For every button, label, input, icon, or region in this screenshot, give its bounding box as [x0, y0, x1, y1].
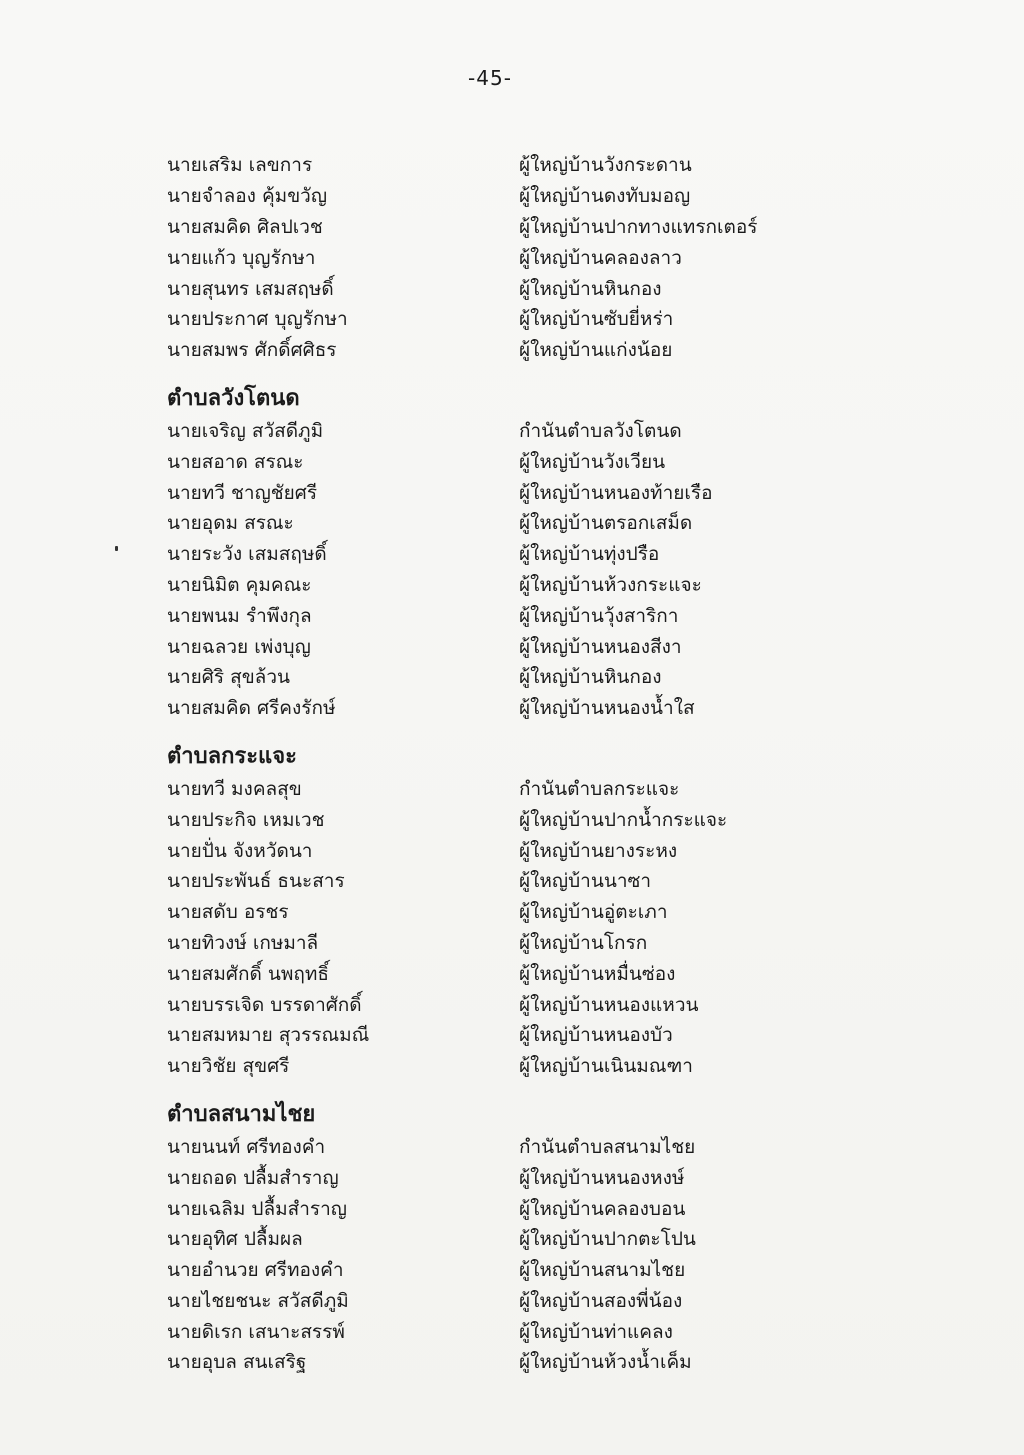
person-name: นายวิชัย สุขศรี [167, 1055, 290, 1078]
person-name: นายอำนวย ศรีทองคำ [167, 1259, 344, 1282]
list-item [167, 150, 867, 181]
subdistrict-section [167, 380, 867, 724]
list-item [167, 477, 867, 508]
position-title: ผู้ใหญ่บ้านซับยี่หร่า [519, 308, 674, 331]
person-name: นายดิเรก เสนาะสรรพ์ [167, 1320, 345, 1343]
position-title: ผู้ใหญ่บ้านหนองน้ำใส [519, 697, 695, 720]
person-name: นายสมศักดิ์ นพฤทธิ์ [167, 962, 329, 985]
position-title: ผู้ใหญ่บ้านโกรก [519, 931, 648, 954]
person-name: นายสมหมาย สุวรรณมณี [167, 1024, 370, 1047]
person-name: นายสมคิด ศรีคงรักษ์ [167, 697, 336, 720]
person-name: นายบรรเจิด บรรดาศักดิ์ [167, 993, 362, 1016]
list-item [167, 1286, 867, 1317]
person-name: นายจำลอง คุ้มขวัญ [167, 185, 328, 208]
position-title: ผู้ใหญ่บ้านหินกอง [519, 666, 662, 689]
scan-speck [115, 546, 118, 551]
list-item [167, 212, 867, 243]
position-title: ผู้ใหญ่บ้านสนามไชย [519, 1259, 686, 1282]
position-title: ผู้ใหญ่บ้านห้วงกระแจะ [519, 573, 702, 596]
list-item [167, 416, 867, 447]
list-item [167, 989, 867, 1020]
position-title: ผู้ใหญ่บ้านท่าแคลง [519, 1320, 673, 1343]
position-title: ผู้ใหญ่บ้านหนองสีงา [519, 635, 682, 658]
person-name: นายสมคิด ศิลปเวช [167, 215, 323, 238]
position-title: ผู้ใหญ่บ้านห้วงน้ำเค็ม [519, 1351, 692, 1374]
list-item [167, 1255, 867, 1286]
list-item [167, 1316, 867, 1347]
list-item [167, 539, 867, 570]
list-item [167, 897, 867, 928]
list-item [167, 1132, 867, 1163]
person-name: นายสมพร ศักดิ์ศศิธร [167, 339, 337, 362]
person-name: นายศิริ สุขล้วน [167, 666, 290, 689]
list-item [167, 600, 867, 631]
list-item [167, 1347, 867, 1378]
list-item [167, 631, 867, 662]
list-item [167, 1020, 867, 1051]
list-item [167, 335, 867, 366]
person-name: นายประพันธ์ ธนะสาร [167, 870, 345, 893]
position-title: ผู้ใหญ่บ้านทุ่งปรือ [519, 543, 660, 566]
position-title: ผู้ใหญ่บ้านสองพี่น้อง [519, 1289, 683, 1312]
page-number: -45- [468, 66, 512, 90]
list-item [167, 835, 867, 866]
position-title: ผู้ใหญ่บ้านอู่ตะเภา [519, 901, 668, 924]
person-name: นายทวี ชาญชัยศรี [167, 481, 318, 504]
person-name: นายอุดม สรณะ [167, 512, 294, 535]
person-name: นายระวัง เสมสฤษดิ์ [167, 543, 327, 566]
position-title: กำนันตำบลสนามไชย [519, 1135, 696, 1158]
subdistrict-section [167, 1096, 867, 1378]
position-title: กำนันตำบลวังโตนด [519, 419, 682, 442]
person-name: นายพนม รำพึงกุล [167, 604, 312, 627]
person-name: นายถอด ปลื้มสำราญ [167, 1166, 339, 1189]
list-item [167, 508, 867, 539]
position-title: กำนันตำบลกระแจะ [519, 777, 680, 800]
person-name: นายทิวงษ์ เกษมาลี [167, 931, 319, 954]
position-title: ผู้ใหญ่บ้านหมื่นซ่อง [519, 962, 676, 985]
position-title: ผู้ใหญ่บ้านหนองแหวน [519, 993, 699, 1016]
person-name: นายปั่น จังหวัดนา [167, 839, 313, 862]
list-item [167, 446, 867, 477]
list-item [167, 570, 867, 601]
subdistrict-section [167, 150, 867, 366]
list-item [167, 928, 867, 959]
position-title: ผู้ใหญ่บ้านหนองท้ายเรือ [519, 481, 713, 504]
position-title: ผู้ใหญ่บ้านเนินมณฑา [519, 1055, 693, 1078]
person-name: นายสุนทร เสมสฤษดิ์ [167, 277, 334, 300]
position-title: ผู้ใหญ่บ้านปากน้ำกระแจะ [519, 808, 728, 831]
section-heading: ตำบลวังโตนด [167, 386, 300, 412]
position-title: ผู้ใหญ่บ้านปากตะโปน [519, 1228, 696, 1251]
section-heading: ตำบลกระแจะ [167, 744, 297, 770]
person-name: นายสดับ อรชร [167, 901, 289, 924]
position-title: ผู้ใหญ่บ้านวังเวียน [519, 450, 666, 473]
subdistrict-section [167, 738, 867, 1082]
list-item [167, 958, 867, 989]
list-item [167, 1193, 867, 1224]
list-item [167, 774, 867, 805]
person-name: นายแก้ว บุญรักษา [167, 246, 316, 269]
list-item [167, 304, 867, 335]
position-title: ผู้ใหญ่บ้านหินกอง [519, 277, 662, 300]
position-title: ผู้ใหญ่บ้านตรอกเสม็ด [519, 512, 693, 535]
section-heading: ตำบลสนามไชย [167, 1102, 316, 1128]
list-item [167, 1224, 867, 1255]
list-item [167, 242, 867, 273]
position-title: ผู้ใหญ่บ้านวุ้งสาริกา [519, 604, 679, 627]
person-name: นายนิมิต คุมคณะ [167, 573, 312, 596]
position-title: ผู้ใหญ่บ้านยางระหง [519, 839, 678, 862]
person-name: นายประกิจ เหมเวช [167, 808, 325, 831]
list-item [167, 866, 867, 897]
person-name: นายเสริม เลขการ [167, 154, 313, 177]
position-title: ผู้ใหญ่บ้านหนองบัว [519, 1024, 673, 1047]
position-title: ผู้ใหญ่บ้านวังกระดาน [519, 154, 692, 177]
list-item [167, 693, 867, 724]
position-title: ผู้ใหญ่บ้านปากทางแทรกเตอร์ [519, 215, 758, 238]
position-title: ผู้ใหญ่บ้านหนองหงษ์ [519, 1166, 685, 1189]
person-name: นายทวี มงคลสุข [167, 777, 302, 800]
person-name: นายนนท์ ศรีทองคำ [167, 1135, 326, 1158]
position-title: ผู้ใหญ่บ้านแก่งน้อย [519, 339, 673, 362]
position-title: ผู้ใหญ่บ้านคลองลาว [519, 246, 682, 269]
list-item [167, 273, 867, 304]
position-title: ผู้ใหญ่บ้านดงทับมอญ [519, 185, 691, 208]
person-name: นายอุบล สนเสริฐ [167, 1351, 307, 1374]
list-item [167, 804, 867, 835]
person-name: นายฉลวย เพ่งบุญ [167, 635, 311, 658]
official-list [167, 150, 867, 1378]
person-name: นายเจริญ สวัสดีภูมิ [167, 419, 324, 442]
list-item [167, 662, 867, 693]
list-item [167, 1162, 867, 1193]
person-name: นายสอาด สรณะ [167, 450, 304, 473]
position-title: ผู้ใหญ่บ้านคลองบอน [519, 1197, 686, 1220]
list-item [167, 181, 867, 212]
list-item [167, 1051, 867, 1082]
person-name: นายประกาศ บุญรักษา [167, 308, 348, 331]
person-name: นายไชยชนะ สวัสดีภูมิ [167, 1289, 349, 1312]
position-title: ผู้ใหญ่บ้านนาซา [519, 870, 652, 893]
person-name: นายอุทิศ ปลื้มผล [167, 1228, 303, 1251]
person-name: นายเฉลิม ปลื้มสำราญ [167, 1197, 347, 1220]
